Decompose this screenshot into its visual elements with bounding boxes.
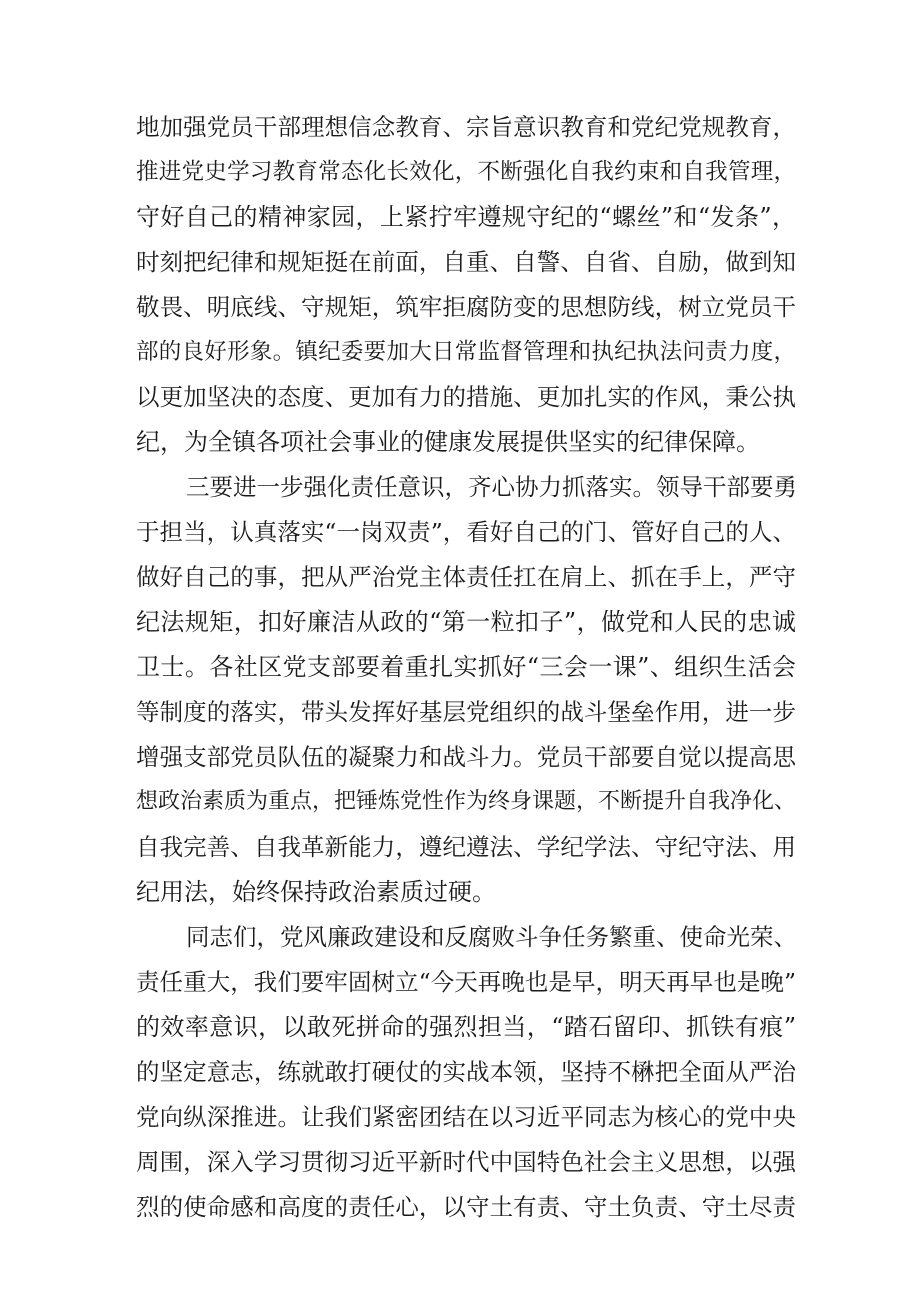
paragraph-first-line: 同志们，党风廉政建设和反腐败斗争任务繁重、使命光荣、 bbox=[186, 923, 797, 951]
text-line: 党向纵深推进。让我们紧密团结在以习近平同志为核心的党中央 bbox=[136, 1103, 796, 1131]
text-line: 守好自己的精神家园，上紧拧牢遵规守纪的“螺丝”和“发条”， bbox=[136, 203, 796, 231]
text-line: 周围，深入学习贯彻习近平新时代中国特色社会主义思想，以强 bbox=[136, 1148, 796, 1176]
text-line: 纪法规矩，扣好廉洁从政的“第一粒扣子”，做党和人民的忠诚 bbox=[136, 608, 796, 636]
text-line: 地加强党员干部理想信念教育、宗旨意识教育和党纪党规教育， bbox=[136, 113, 796, 141]
text-line: 纪用法，始终保持政治素质过硬。 bbox=[136, 878, 496, 906]
text-line: 责任重大，我们要牢固树立“今天再晚也是早，明天再早也是晚” bbox=[136, 968, 796, 996]
text-line: 纪，为全镇各项社会事业的健康发展提供坚实的纪律保障。 bbox=[136, 428, 760, 456]
text-line: 自我完善、自我革新能力，遵纪遵法、学纪学法、守纪守法、用 bbox=[136, 833, 796, 861]
text-line: 敬畏、明底线、守规矩，筑牢拒腐防变的思想防线，树立党员干 bbox=[136, 293, 796, 321]
text-line: 做好自己的事，把从严治党主体责任扛在肩上、抓在手上，严守 bbox=[136, 563, 796, 591]
text-line: 的坚定意志，练就敢打硬仗的实战本领，坚持不楙把全面从严治 bbox=[136, 1058, 796, 1086]
text-line: 于担当，认真落实“一岗双责”，看好自己的门、管好自己的人、 bbox=[136, 518, 796, 546]
text-line: 时刻把纪律和规矩挺在前面，自重、自警、自省、自励，做到知 bbox=[136, 248, 796, 276]
paragraph-first-line: 三要进一步强化责任意识，齐心协力抓落实。领导干部要勇 bbox=[186, 473, 797, 501]
text-line: 的效率意识，以敢死拼命的强烈担当，“踏石留印、抓铁有痕” bbox=[136, 1013, 796, 1041]
text-line: 增强支部党员队伍的凝聚力和战斗力。党员干部要自觉以提高思 bbox=[136, 743, 796, 771]
text-line: 想政治素质为重点，把锤炼党性作为终身课题，不断提升自我净化、 bbox=[136, 789, 797, 814]
text-line: 以更加坚决的态度、更加有力的措施、更加扎实的作风，秉公执 bbox=[136, 383, 796, 411]
text-line: 等制度的落实，带头发挥好基层党组织的战斗堡垒作用，进一步 bbox=[136, 698, 796, 726]
text-line: 推进党史学习教育常态化长效化，不断强化自我约束和自我管理， bbox=[136, 159, 796, 185]
text-line: 卫士。各社区党支部要着重扎实抓好“三会一课”、组织生活会 bbox=[136, 653, 796, 681]
text-line: 部的良好形象。镇纪委要加大日常监督管理和执纪执法问责力度， bbox=[136, 339, 796, 365]
text-line: 烈的使命感和高度的责任心，以守土有责、守土负责、守土尽责 bbox=[136, 1193, 796, 1221]
